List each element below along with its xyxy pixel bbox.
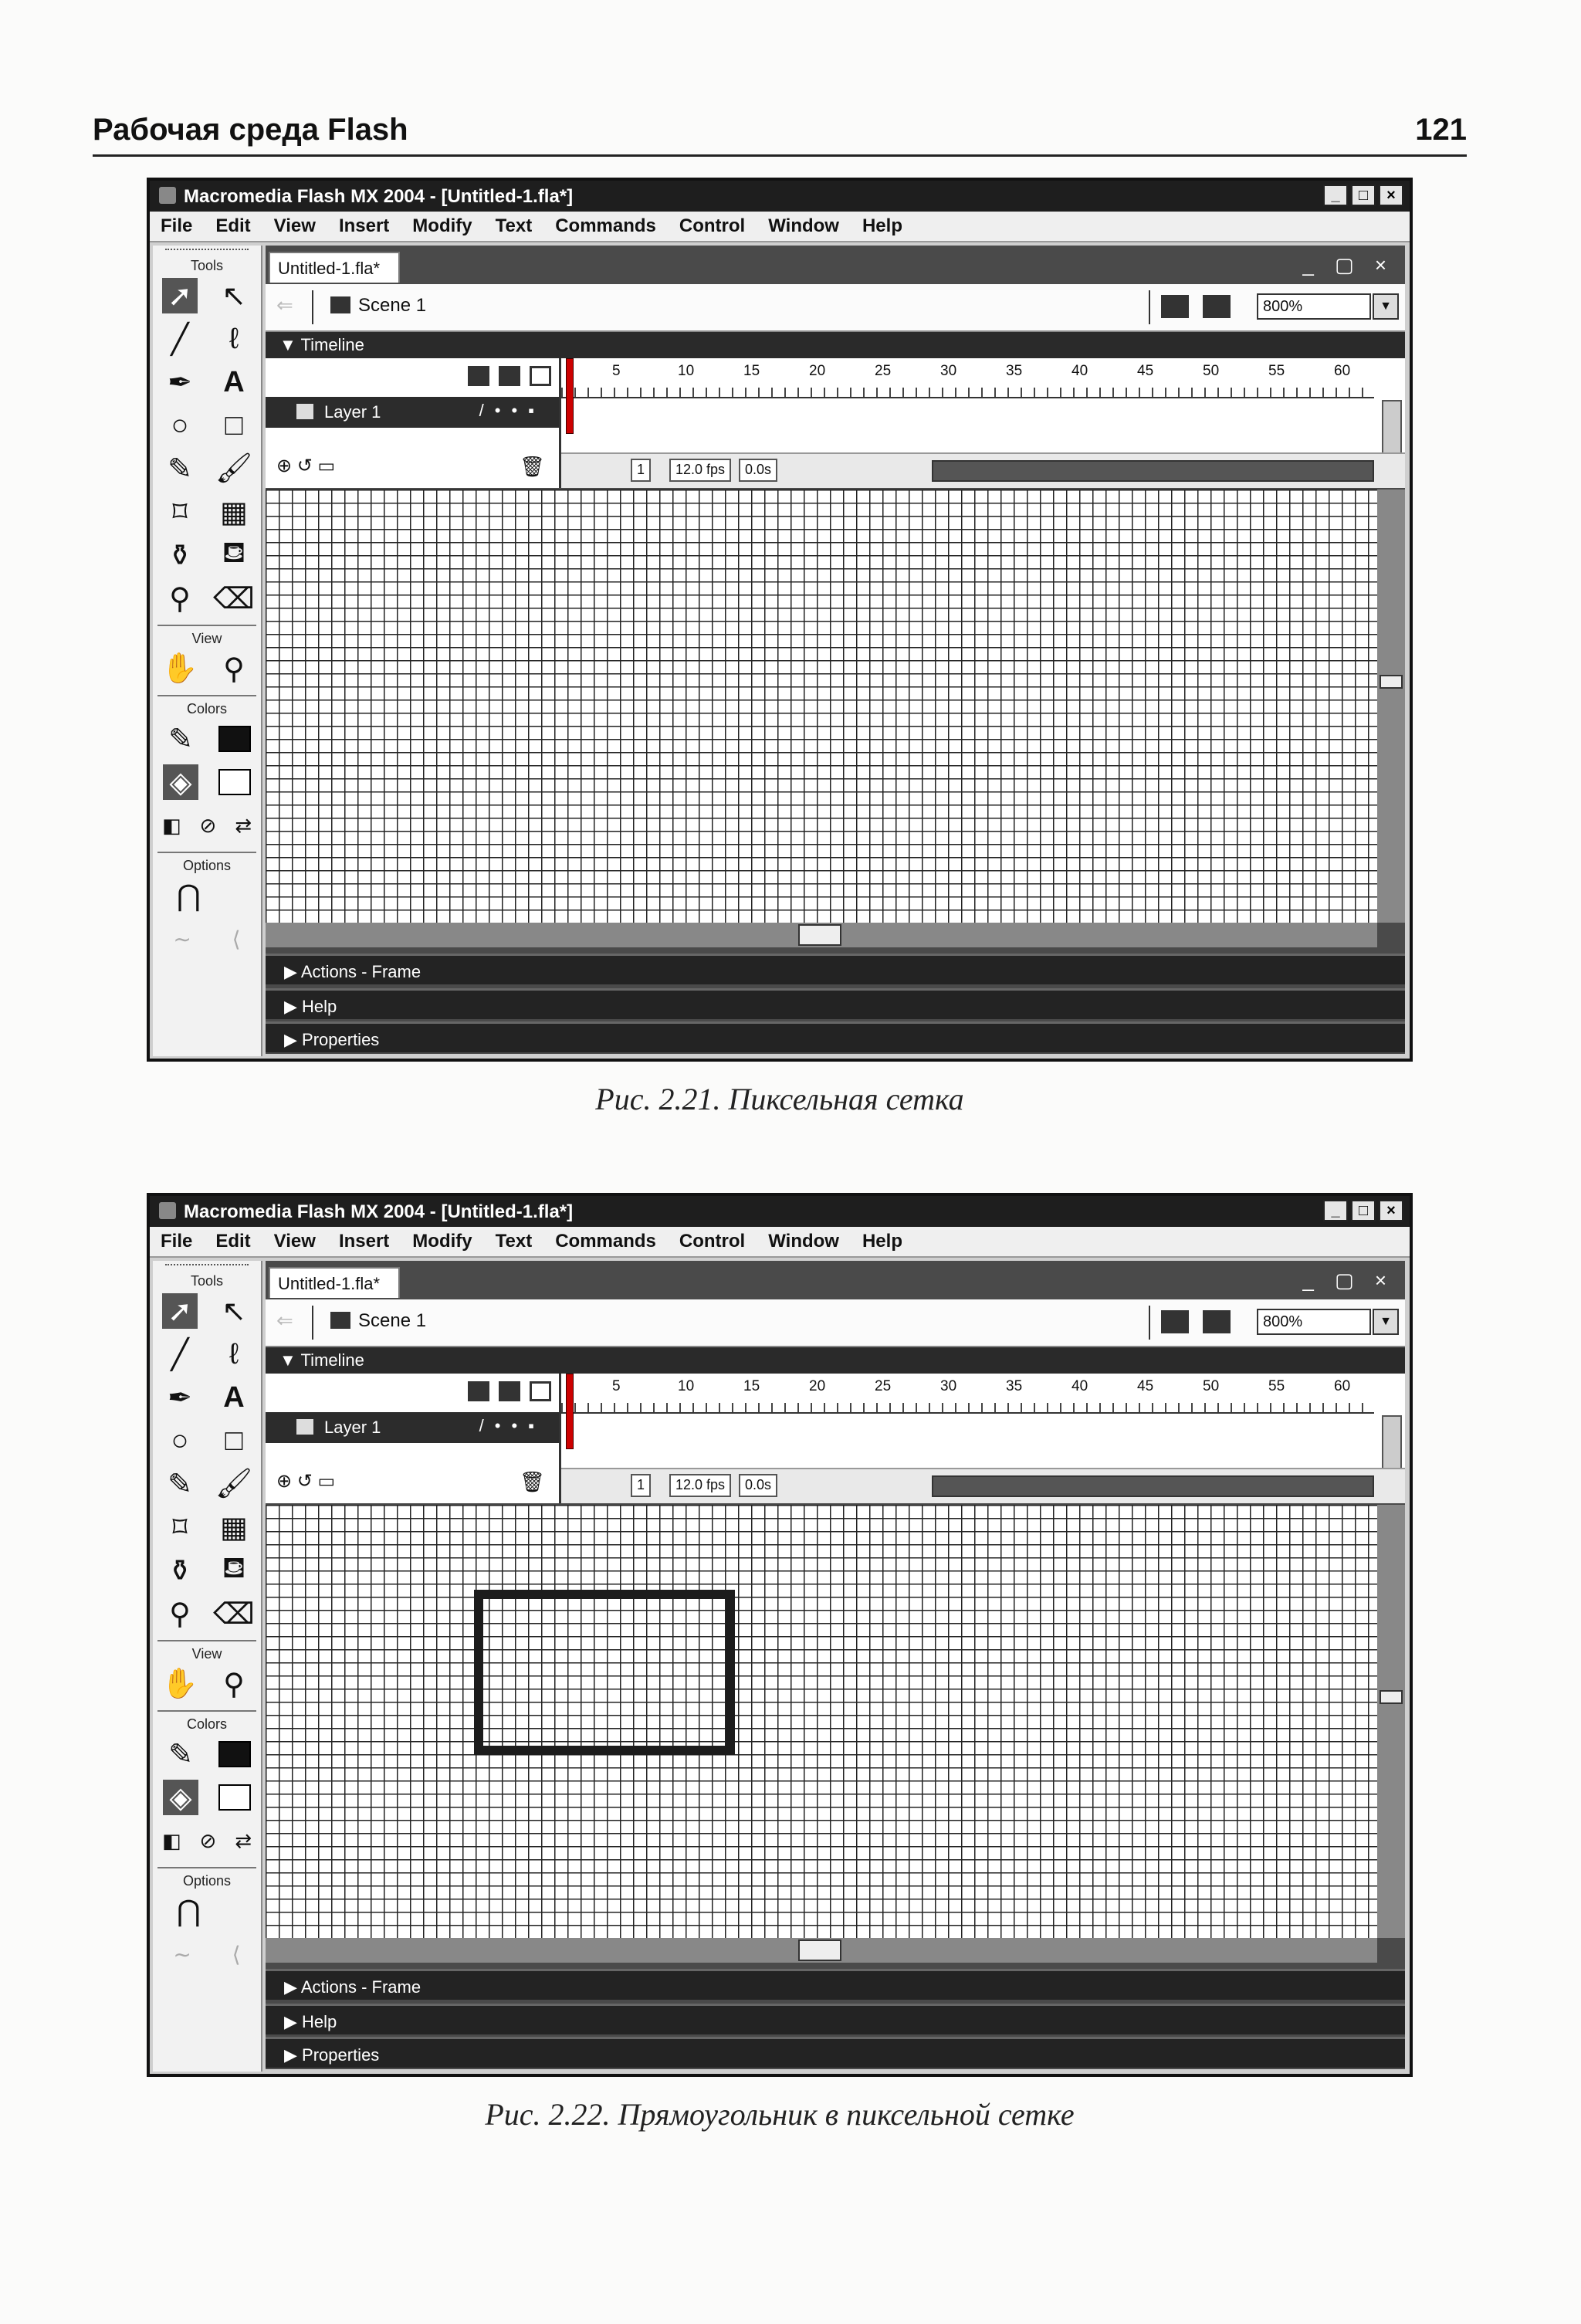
elapsed-time: 0.0s — [739, 1474, 777, 1497]
title-bar — [150, 181, 1410, 212]
actions-panel[interactable]: ▶ Actions - Frame — [266, 1969, 1405, 2000]
paint-bucket-tool-icon[interactable]: ⛾ — [222, 537, 246, 569]
pencil-tool-icon[interactable]: ✎ — [168, 1468, 192, 1501]
minimize-button[interactable]: _ — [1323, 185, 1348, 206]
help-panel[interactable]: ▶ Help — [266, 2004, 1405, 2034]
paint-bucket-tool-icon[interactable]: ⛾ — [222, 1552, 246, 1584]
stroke-color-icon: ✎ — [168, 723, 193, 756]
outline-icon[interactable] — [530, 366, 551, 386]
timeline-hscroll[interactable] — [932, 460, 1374, 482]
figure-caption: Рис. 2.22. Прямоугольник в пиксельной сетке — [485, 2097, 1075, 2132]
fill-transform-tool-icon[interactable]: ▦ — [220, 1511, 248, 1544]
smooth-icon: ∼ — [173, 927, 191, 951]
scene-label[interactable]: Scene 1 — [358, 295, 427, 316]
maximize-button[interactable]: □ — [1351, 1200, 1376, 1221]
window-title: Macromedia Flash MX 2004 - [Untitled-1.fla*] — [184, 1201, 574, 1222]
ink-bottle-tool-icon[interactable]: ⚱ — [168, 1554, 192, 1587]
show-hide-eye-icon[interactable] — [468, 1381, 489, 1401]
lasso-tool-icon[interactable]: ℓ — [229, 1337, 239, 1370]
edit-symbols-icon[interactable] — [1161, 295, 1189, 318]
trash-icon[interactable]: 🗑 — [519, 455, 545, 478]
back-arrow-icon[interactable]: ⇐ — [276, 293, 293, 317]
close-button[interactable]: × — [1379, 1200, 1403, 1221]
scene-label[interactable]: Scene 1 — [358, 1310, 427, 1331]
fill-color-swatch[interactable] — [218, 769, 251, 795]
fill-color-swatch[interactable] — [218, 1784, 251, 1811]
edit-symbols-icon[interactable] — [1161, 1310, 1189, 1333]
options-label: Options — [182, 1873, 232, 1889]
no-color-icon[interactable]: ⊘ — [199, 813, 217, 837]
menu-edit[interactable]: Edit — [215, 215, 251, 236]
frame-tick-label: 55 — [1268, 1378, 1285, 1394]
tools-label: Tools — [190, 1273, 224, 1289]
hand-tool-icon[interactable]: ✋ — [161, 652, 198, 685]
document-tab[interactable]: Untitled-1.fla* — [269, 252, 400, 283]
text-tool-icon[interactable]: A — [223, 1381, 245, 1414]
timeline-hscroll[interactable] — [932, 1475, 1374, 1497]
stage-horizontal-scrollbar[interactable] — [266, 1938, 1377, 1963]
stage-pixel-grid[interactable] — [266, 490, 1377, 923]
panel-grip[interactable] — [165, 1264, 249, 1270]
frame-tick-label: 35 — [1006, 363, 1023, 379]
trash-icon[interactable]: 🗑 — [519, 1470, 545, 1493]
tools-label: Tools — [190, 258, 224, 273]
document-window — [266, 246, 1405, 1054]
line-tool-icon[interactable]: ╱ — [171, 323, 189, 356]
frame-tick-label: 5 — [612, 1378, 621, 1394]
close-button[interactable]: × — [1379, 185, 1403, 206]
layer-row[interactable] — [266, 397, 559, 428]
zoom-tool-icon[interactable]: ⚲ — [223, 652, 245, 686]
playhead[interactable] — [566, 358, 574, 434]
frame-tick-label: 50 — [1203, 363, 1220, 379]
layer-name: Layer 1 — [324, 402, 381, 422]
layer-state-marks[interactable]: /••▪ — [479, 401, 545, 420]
rectangle-tool-icon[interactable]: □ — [225, 408, 243, 442]
scene-icon — [330, 1312, 350, 1329]
colors-label: Colors — [186, 1716, 227, 1732]
frame-tick-label: 30 — [940, 363, 957, 379]
layer-state-marks[interactable]: /••▪ — [479, 1416, 545, 1435]
frame-tick-label: 15 — [743, 363, 760, 379]
menu-edit[interactable]: Edit — [215, 1231, 251, 1252]
eyedropper-tool-icon[interactable]: ⚲ — [169, 1597, 191, 1631]
frame-tick-label: 25 — [875, 1378, 892, 1394]
timeline-header[interactable]: ▼ Timeline — [266, 1347, 1405, 1374]
scene-icon — [330, 296, 350, 313]
stage-vertical-scrollbar[interactable] — [1377, 490, 1405, 923]
zoom-field[interactable]: 800% — [1257, 293, 1371, 320]
edit-scene-icon[interactable] — [1203, 295, 1231, 318]
stroke-color-swatch[interactable] — [218, 726, 251, 752]
frame-ruler[interactable] — [561, 1374, 1374, 1414]
arrow-tool-icon[interactable]: ➚ — [162, 1293, 198, 1329]
edit-bar — [266, 1299, 1405, 1347]
frame-tick-label: 40 — [1071, 1378, 1088, 1394]
frame-tick-label: 50 — [1203, 1378, 1220, 1394]
frame-tick-label: 15 — [743, 1378, 760, 1394]
stage-pixel-grid[interactable] — [266, 1505, 1377, 1938]
figure-caption: Рис. 2.21. Пиксельная сетка — [595, 1082, 964, 1116]
layer-buttons[interactable]: ⊕ ↺ ▭ — [276, 1471, 336, 1492]
snap-magnet-icon[interactable]: ⋂ — [176, 1895, 201, 1928]
properties-panel[interactable]: ▶ Properties — [266, 2037, 1405, 2068]
frame-tick-label: 40 — [1071, 363, 1088, 379]
edit-bar — [266, 284, 1405, 332]
rectangle-tool-icon[interactable]: □ — [225, 1424, 243, 1457]
frames-panel — [561, 1374, 1405, 1503]
layer-name: Layer 1 — [324, 1418, 381, 1437]
frames-panel — [561, 358, 1405, 488]
menu-control[interactable]: Control — [679, 215, 746, 236]
lock-icon[interactable] — [499, 1381, 520, 1401]
straighten-icon: ⟨ — [232, 1942, 241, 1967]
rectangle-shape[interactable] — [474, 1590, 735, 1755]
free-transform-tool-icon[interactable]: ⌑ — [172, 496, 188, 529]
layers-panel — [266, 358, 561, 488]
back-arrow-icon[interactable]: ⇐ — [276, 1309, 293, 1332]
show-hide-eye-icon[interactable] — [468, 366, 489, 386]
frame-tick-label: 20 — [809, 1378, 826, 1394]
brush-tool-icon[interactable]: 🖌 — [215, 452, 253, 485]
menu-view[interactable]: View — [273, 215, 316, 236]
timeline-status — [561, 1468, 1405, 1503]
fill-transform-tool-icon[interactable]: ▦ — [220, 496, 248, 529]
tools-panel — [153, 246, 262, 1056]
flash-app-icon — [159, 1202, 176, 1219]
timeline-scrollbar[interactable] — [1382, 1415, 1402, 1469]
frame-tick-label: 60 — [1334, 1378, 1351, 1394]
layer-icon — [296, 404, 313, 419]
menu-control[interactable]: Control — [679, 1231, 746, 1252]
flash-window — [147, 1193, 1413, 2077]
elapsed-time: 0.0s — [739, 459, 777, 482]
colors-label: Colors — [186, 701, 227, 717]
no-color-icon[interactable]: ⊘ — [199, 1828, 217, 1852]
menu-insert[interactable]: Insert — [338, 1231, 390, 1252]
black-white-icon[interactable]: ◧ — [161, 1828, 181, 1852]
zoom-field[interactable]: 800% — [1257, 1309, 1371, 1335]
document-controls[interactable]: _ ▢ × — [1302, 1269, 1394, 1292]
timeline-header[interactable]: ▼ Timeline — [266, 332, 1405, 358]
properties-panel[interactable]: ▶ Properties — [266, 1021, 1405, 1052]
zoom-tool-icon[interactable]: ⚲ — [223, 1668, 245, 1701]
panel-grip[interactable] — [165, 249, 249, 255]
frame-tick-label: 10 — [678, 363, 695, 379]
stroke-color-swatch[interactable] — [218, 1741, 251, 1767]
hand-tool-icon[interactable]: ✋ — [161, 1668, 198, 1700]
frame-tick-label: 20 — [809, 363, 826, 379]
eraser-tool-icon[interactable]: ⌫ — [213, 582, 255, 615]
swap-colors-icon[interactable]: ⇄ — [235, 813, 252, 837]
free-transform-tool-icon[interactable]: ⌑ — [172, 1511, 188, 1544]
menu-bar — [150, 1227, 1410, 1258]
current-frame: 1 — [631, 459, 651, 482]
frame-rate: 12.0 fps — [669, 1474, 731, 1497]
frame-ruler[interactable] — [561, 358, 1374, 398]
layer-icon — [296, 1419, 313, 1435]
zoom-dropdown-icon[interactable]: ▼ — [1373, 293, 1399, 320]
menu-insert[interactable]: Insert — [338, 215, 390, 236]
flash-window — [147, 178, 1413, 1062]
subselect-tool-icon[interactable]: ↖ — [222, 1295, 246, 1328]
lock-icon[interactable] — [499, 366, 520, 386]
flash-app-icon — [159, 187, 176, 204]
frame-tick-label: 30 — [940, 1378, 957, 1394]
eyedropper-tool-icon[interactable]: ⚲ — [169, 582, 191, 615]
snap-magnet-icon[interactable]: ⋂ — [176, 879, 201, 913]
frame-rate: 12.0 fps — [669, 459, 731, 482]
menu-help[interactable]: Help — [862, 215, 902, 236]
menu-modify[interactable]: Modify — [412, 215, 472, 236]
menu-window[interactable]: Window — [768, 1231, 839, 1252]
menu-text[interactable]: Text — [495, 1231, 533, 1252]
text-tool-icon[interactable]: A — [223, 365, 245, 398]
oval-tool-icon[interactable]: ○ — [171, 1424, 189, 1457]
tools-panel — [153, 1261, 262, 2072]
oval-tool-icon[interactable]: ○ — [171, 408, 189, 442]
menu-help[interactable]: Help — [862, 1231, 902, 1252]
timeline-scrollbar[interactable] — [1382, 400, 1402, 454]
arrow-tool-icon[interactable]: ➚ — [162, 278, 198, 313]
frame-tick-label: 60 — [1334, 363, 1351, 379]
window-title: Macromedia Flash MX 2004 - [Untitled-1.fla*] — [184, 186, 574, 207]
edit-scene-icon[interactable] — [1203, 1310, 1231, 1333]
playhead[interactable] — [566, 1374, 574, 1449]
current-frame: 1 — [631, 1474, 651, 1497]
layer-buttons[interactable]: ⊕ ↺ ▭ — [276, 456, 336, 476]
layer-row[interactable] — [266, 1412, 559, 1443]
smooth-icon: ∼ — [173, 1942, 191, 1967]
swap-colors-icon[interactable]: ⇄ — [235, 1828, 252, 1852]
line-tool-icon[interactable]: ╱ — [171, 1338, 189, 1371]
ink-bottle-tool-icon[interactable]: ⚱ — [168, 539, 192, 572]
menu-commands[interactable]: Commands — [555, 215, 656, 236]
menu-view[interactable]: View — [273, 1231, 316, 1252]
outline-icon[interactable] — [530, 1381, 551, 1401]
maximize-button[interactable]: □ — [1351, 185, 1376, 206]
fill-color-icon: ◈ — [163, 1780, 198, 1815]
page-number: 121 — [1415, 113, 1467, 147]
timeline-status — [561, 452, 1405, 488]
menu-file[interactable]: File — [161, 215, 193, 236]
title-bar — [150, 1196, 1410, 1227]
pen-tool-icon[interactable]: ✒ — [168, 366, 192, 399]
frame-tick-label: 25 — [875, 363, 892, 379]
frame-tick-label: 45 — [1137, 1378, 1154, 1394]
view-label: View — [191, 631, 222, 646]
pencil-tool-icon[interactable]: ✎ — [168, 452, 192, 486]
page-header — [93, 108, 1467, 157]
eraser-tool-icon[interactable]: ⌫ — [213, 1597, 255, 1631]
menu-text[interactable]: Text — [495, 215, 533, 236]
frame-tick-label: 10 — [678, 1378, 695, 1394]
document-tab[interactable]: Untitled-1.fla* — [269, 1267, 400, 1298]
brush-tool-icon[interactable]: 🖌 — [215, 1468, 253, 1500]
menu-modify[interactable]: Modify — [412, 1231, 472, 1252]
menu-file[interactable]: File — [161, 1231, 193, 1252]
actions-panel[interactable]: ▶ Actions - Frame — [266, 954, 1405, 984]
lasso-tool-icon[interactable]: ℓ — [229, 322, 239, 355]
minimize-button[interactable]: _ — [1323, 1200, 1348, 1221]
stroke-color-icon: ✎ — [168, 1738, 193, 1771]
stage-vertical-scrollbar[interactable] — [1377, 1505, 1405, 1938]
frame-tick-label: 55 — [1268, 363, 1285, 379]
view-label: View — [191, 1646, 222, 1662]
straighten-icon: ⟨ — [232, 927, 241, 951]
frame-tick-label: 35 — [1006, 1378, 1023, 1394]
frame-tick-label: 45 — [1137, 363, 1154, 379]
page-header-title: Рабочая среда Flash — [93, 113, 408, 147]
menu-commands[interactable]: Commands — [555, 1231, 656, 1252]
options-label: Options — [182, 858, 232, 873]
help-panel[interactable]: ▶ Help — [266, 988, 1405, 1019]
black-white-icon[interactable]: ◧ — [161, 813, 181, 837]
menu-window[interactable]: Window — [768, 215, 839, 236]
layers-panel — [266, 1374, 561, 1503]
document-controls[interactable]: _ ▢ × — [1302, 253, 1394, 276]
frame-tick-label: 5 — [612, 363, 621, 379]
pen-tool-icon[interactable]: ✒ — [168, 1381, 192, 1414]
stage-horizontal-scrollbar[interactable] — [266, 923, 1377, 947]
fill-color-icon: ◈ — [163, 764, 198, 800]
document-window — [266, 1261, 1405, 2069]
menu-bar — [150, 212, 1410, 242]
subselect-tool-icon[interactable]: ↖ — [222, 279, 246, 313]
zoom-dropdown-icon[interactable]: ▼ — [1373, 1309, 1399, 1335]
